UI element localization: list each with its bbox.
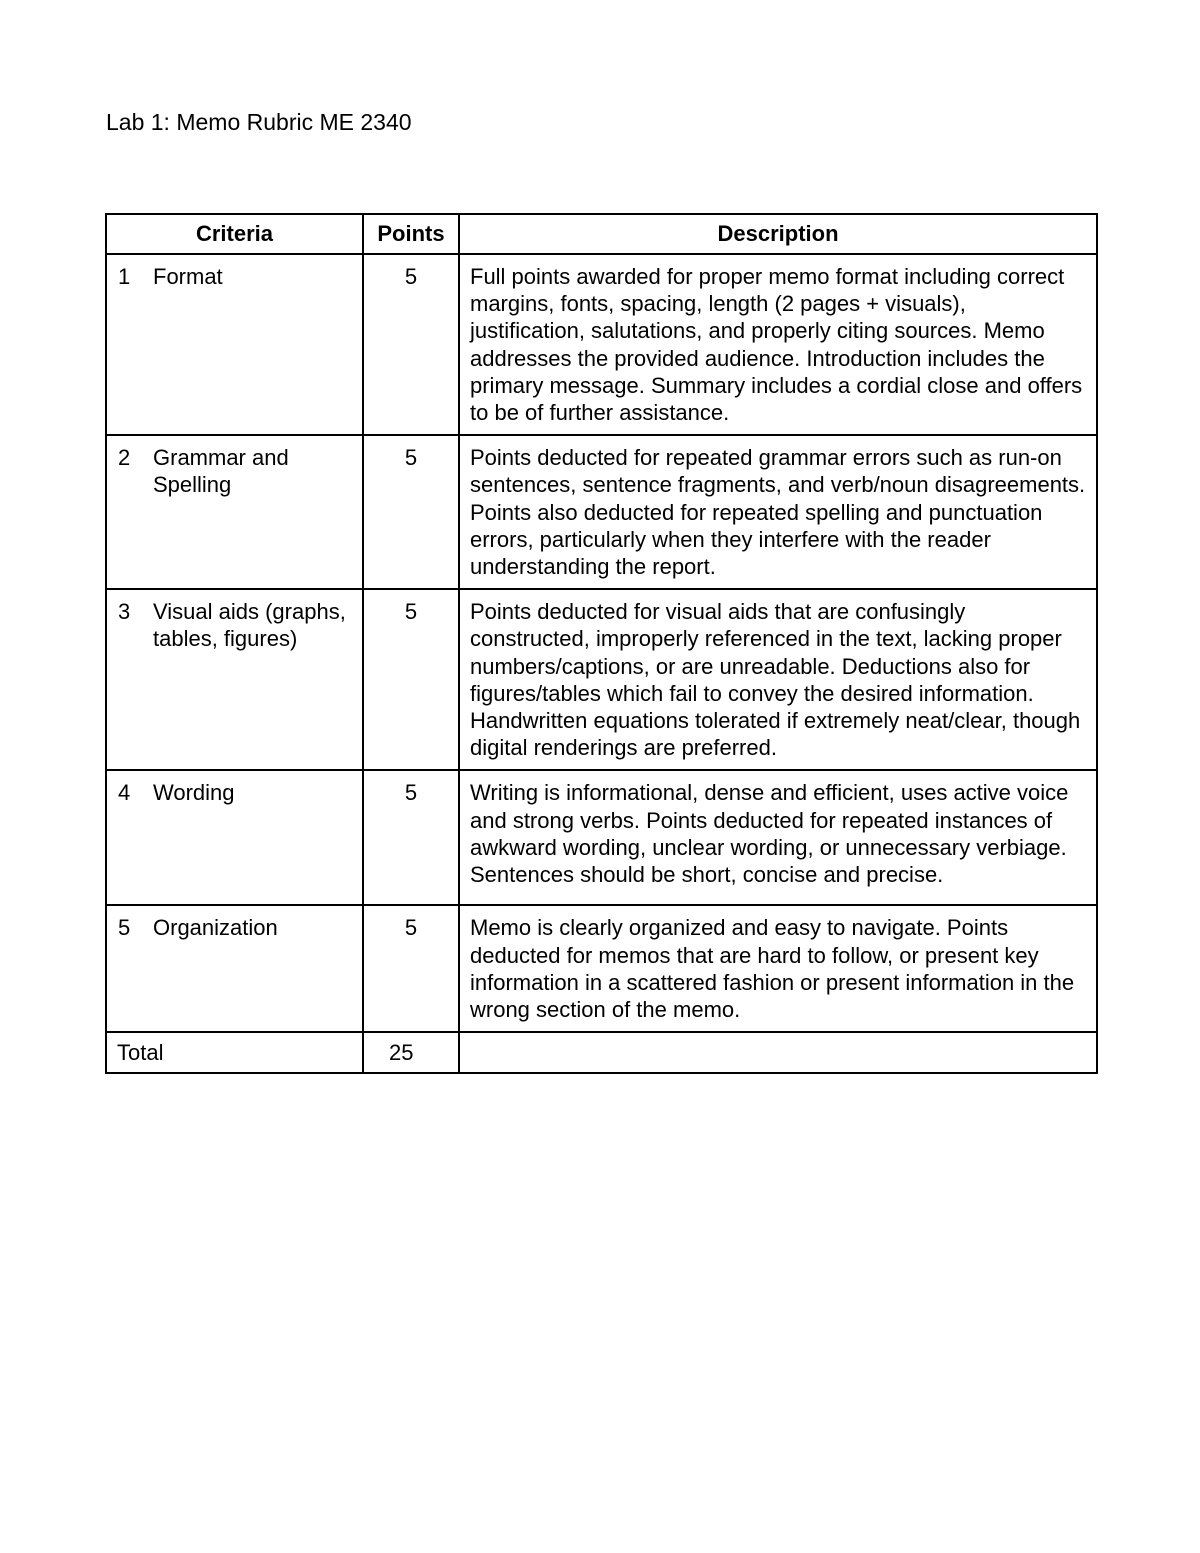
points-cell (363, 905, 459, 1032)
criteria-number: 2 (118, 445, 131, 471)
points-value: 5 (404, 915, 418, 941)
points-value: 5 (404, 780, 418, 806)
criteria-name: Wording (153, 780, 235, 806)
description-text: Points deducted for visual aids that are confusingly constructed, improperly referenced in the text, lacking proper numbers/captions, or are unreadable. Deductions also for figures/tables which fail to convey the desired information. Handwritten equations tolerated if extremely neat/clear, though digital renderings are preferred. (470, 599, 1081, 761)
header-points: Points (363, 214, 459, 254)
criteria-cell (106, 589, 363, 770)
total-points: 25 (389, 1040, 414, 1066)
total-label: Total (117, 1040, 164, 1066)
description-text: Writing is informational, dense and efficient, uses active voice and strong verbs. Points deducted for repeated instances of awkward wording, unclear wording, or unnecessary verbiage. Sentences should be short, concise and precise. (470, 780, 1069, 888)
description-cell (459, 905, 1097, 1032)
table-row (106, 770, 1097, 905)
description-text: Points deducted for repeated grammar errors such as run-on sentences, sentence fragments, and verb/noun disagreements. Points also deducted for repeated spelling and punctuation errors, particularly when they interfere with the reader understanding the report. (470, 445, 1086, 580)
criteria-name: Visual aids (graphs, tables, figures) (153, 599, 346, 652)
description-cell (459, 589, 1097, 770)
criteria-name: Grammar and Spelling (153, 445, 289, 498)
criteria-number: 1 (118, 264, 131, 289)
table-header-row (106, 214, 1097, 254)
table-row (106, 589, 1097, 770)
header-criteria: Criteria (106, 214, 363, 254)
total-description-cell (459, 1032, 1097, 1073)
points-value: 5 (404, 264, 418, 289)
description-text: Memo is clearly organized and easy to navigate. Points deducted for memos that are hard to follow, or present key information in a scattered fashion or present information in the wrong section of the memo. (470, 915, 1075, 1023)
description-cell (459, 254, 1097, 435)
points-cell (363, 770, 459, 905)
description-cell (459, 770, 1097, 905)
points-cell (363, 589, 459, 770)
rubric-table (105, 213, 1098, 1074)
criteria-name: Organization (153, 915, 278, 941)
total-row (106, 1032, 1097, 1073)
points-cell (363, 254, 459, 435)
header-description: Description (459, 214, 1097, 254)
description-cell (459, 435, 1097, 589)
points-value: 5 (404, 445, 418, 471)
description-text: Full points awarded for proper memo format including correct margins, fonts, spacing, length (2 pages + visuals), justification, salutations, and properly citing sources. Memo addresses the provided audience. Introduction includes the primary message. Summary includes a cordial close and offers to be of further assistance. (470, 264, 1083, 426)
points-cell (363, 435, 459, 589)
table-row (106, 905, 1097, 1032)
total-points-cell (363, 1032, 459, 1073)
criteria-cell (106, 905, 363, 1032)
table-row (106, 254, 1097, 435)
criteria-number: 4 (118, 780, 131, 806)
total-label-cell (106, 1032, 363, 1073)
total-description (460, 1033, 1096, 1049)
criteria-cell (106, 254, 363, 435)
criteria-cell (106, 770, 363, 905)
criteria-number: 5 (118, 915, 131, 941)
table-row (106, 435, 1097, 589)
points-value: 5 (404, 599, 418, 625)
criteria-number: 3 (118, 599, 131, 625)
criteria-name: Format (153, 264, 223, 289)
document-title: Lab 1: Memo Rubric ME 2340 (106, 109, 412, 135)
criteria-cell (106, 435, 363, 589)
